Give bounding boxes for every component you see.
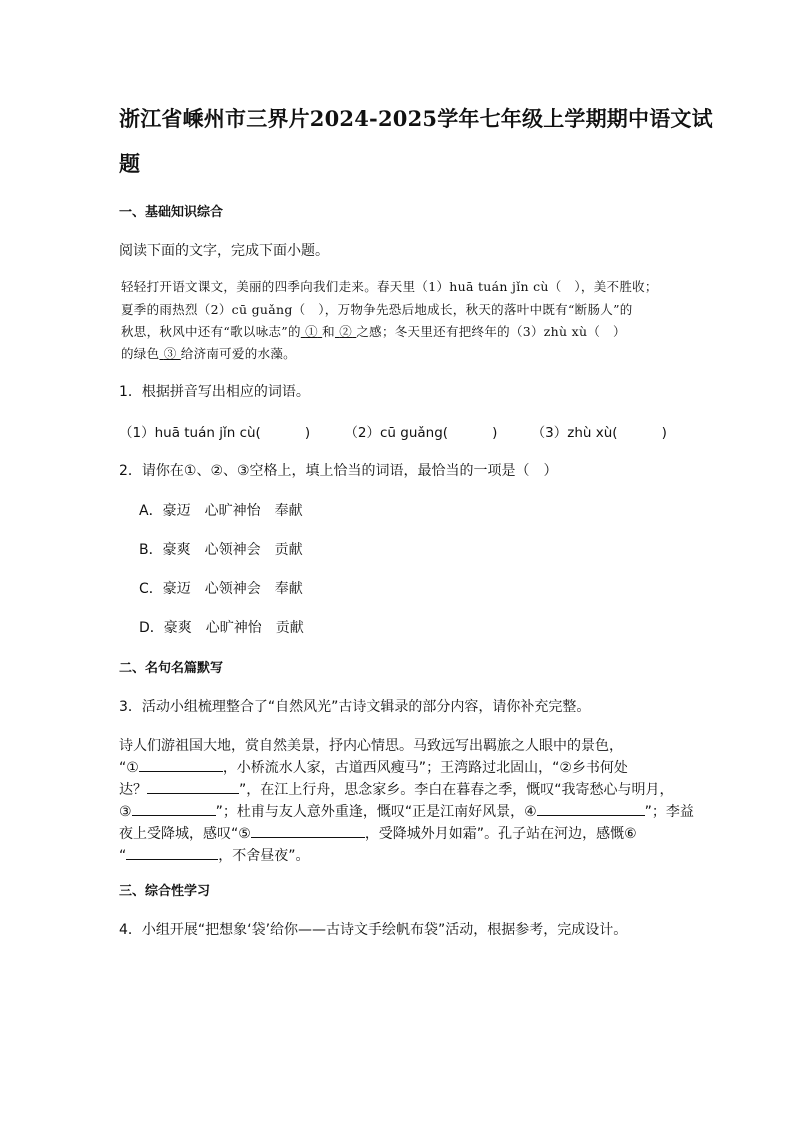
q3-line-5: 夜上受降城，感叹“⑤ ，受降城外月如霜”。孔子站在河边，感慨⑥	[119, 823, 637, 843]
option-a: A．豪迈 心旷神怡 奉献	[139, 503, 303, 519]
question-1-stem: 1．根据拼音写出相应的词语。	[119, 384, 310, 400]
document-title-line2: 题	[119, 151, 141, 176]
option-d: D．豪爽 心旷神怡 贡献	[139, 620, 304, 636]
passage-text: 的绿色	[121, 346, 160, 361]
answer-blank-2[interactable]	[147, 779, 239, 794]
pinyin-item-3: （3）zhù xù( )	[531, 425, 667, 441]
pinyin-item-2: （2）cū guǎng( )	[344, 425, 498, 441]
section-heading-2: 二、名句名篇默写	[119, 661, 224, 676]
blank-marker-3: ③	[163, 346, 177, 361]
reading-intro: 阅读下面的文字，完成下面小题。	[119, 243, 329, 259]
passage-text: 之感；冬天里还有把终年的（3）zhù xù（ ）	[356, 324, 626, 339]
question-2-stem: 2．请你在①、②、③空格上，填上恰当的词语，最恰当的一项是（ ）	[119, 463, 558, 479]
passage-line-3	[121, 322, 626, 340]
q3-line-6: “ ，不舍昼夜”。	[119, 845, 310, 865]
q3-line-4: ③ ”；杜甫与友人意外重逢，慨叹“正是江南好风景，④ ”；李益	[119, 801, 694, 821]
question-4-stem: 4．小组开展“把想象‘袋’给你——古诗文手绘帆布袋”活动，根据参考，完成设计。	[119, 922, 628, 938]
answer-blank-6[interactable]	[126, 845, 218, 860]
passage-line-1: 轻轻打开语文课文，美丽的四季向我们走来。春天里（1）huā tuán jǐn cù（ ），美不胜收；	[121, 279, 658, 294]
q3-line-2: “① ，小桥流水人家，古道西风瘦马”；王湾路过北固山，“②乡书何处	[119, 757, 628, 777]
q3-line-3: 达？ ”，在江上行舟，思念家乡。李白在暮春之季，慨叹“我寄愁心与明月，	[119, 779, 674, 799]
passage-text: 给济南可爱的水藻。	[180, 346, 296, 361]
answer-blank-1[interactable]	[139, 757, 223, 772]
answer-blank-3[interactable]	[132, 801, 216, 816]
answer-blank-5[interactable]	[251, 823, 365, 838]
option-b: B．豪爽 心领神会 贡献	[139, 542, 303, 558]
blank-marker-1: ①	[305, 324, 318, 339]
passage-line-4	[121, 344, 296, 362]
blank-marker-2: ②	[339, 324, 353, 339]
passage-text: 和	[322, 324, 335, 339]
section-heading-1: 一、基础知识综合	[119, 205, 224, 220]
section-heading-3: 三、综合性学习	[119, 884, 211, 899]
q3-line-1: 诗人们游祖国大地，赏自然美景，抒内心情思。马致远写出羁旅之人眼中的景色，	[119, 738, 623, 754]
question-3-stem: 3．活动小组梳理整合了“自然风光”古诗文辑录的部分内容，请你补充完整。	[119, 699, 591, 715]
document-title-line1: 浙江省嵊州市三界片2024-2025学年七年级上学期期中语文试	[119, 106, 713, 131]
pinyin-item-1: （1）huā tuán jǐn cù( )	[119, 425, 311, 441]
answer-blank-4[interactable]	[537, 801, 645, 816]
question-1-items	[119, 421, 697, 441]
option-c: C．豪迈 心领神会 奉献	[139, 581, 303, 597]
passage-text: 秋思，秋风中还有“歌以咏志”的	[121, 324, 301, 339]
passage-line-2: 夏季的雨热烈（2）cū guǎng（ ），万物争先恐后地成长，秋天的落叶中既有“断肠人”的	[121, 302, 633, 317]
